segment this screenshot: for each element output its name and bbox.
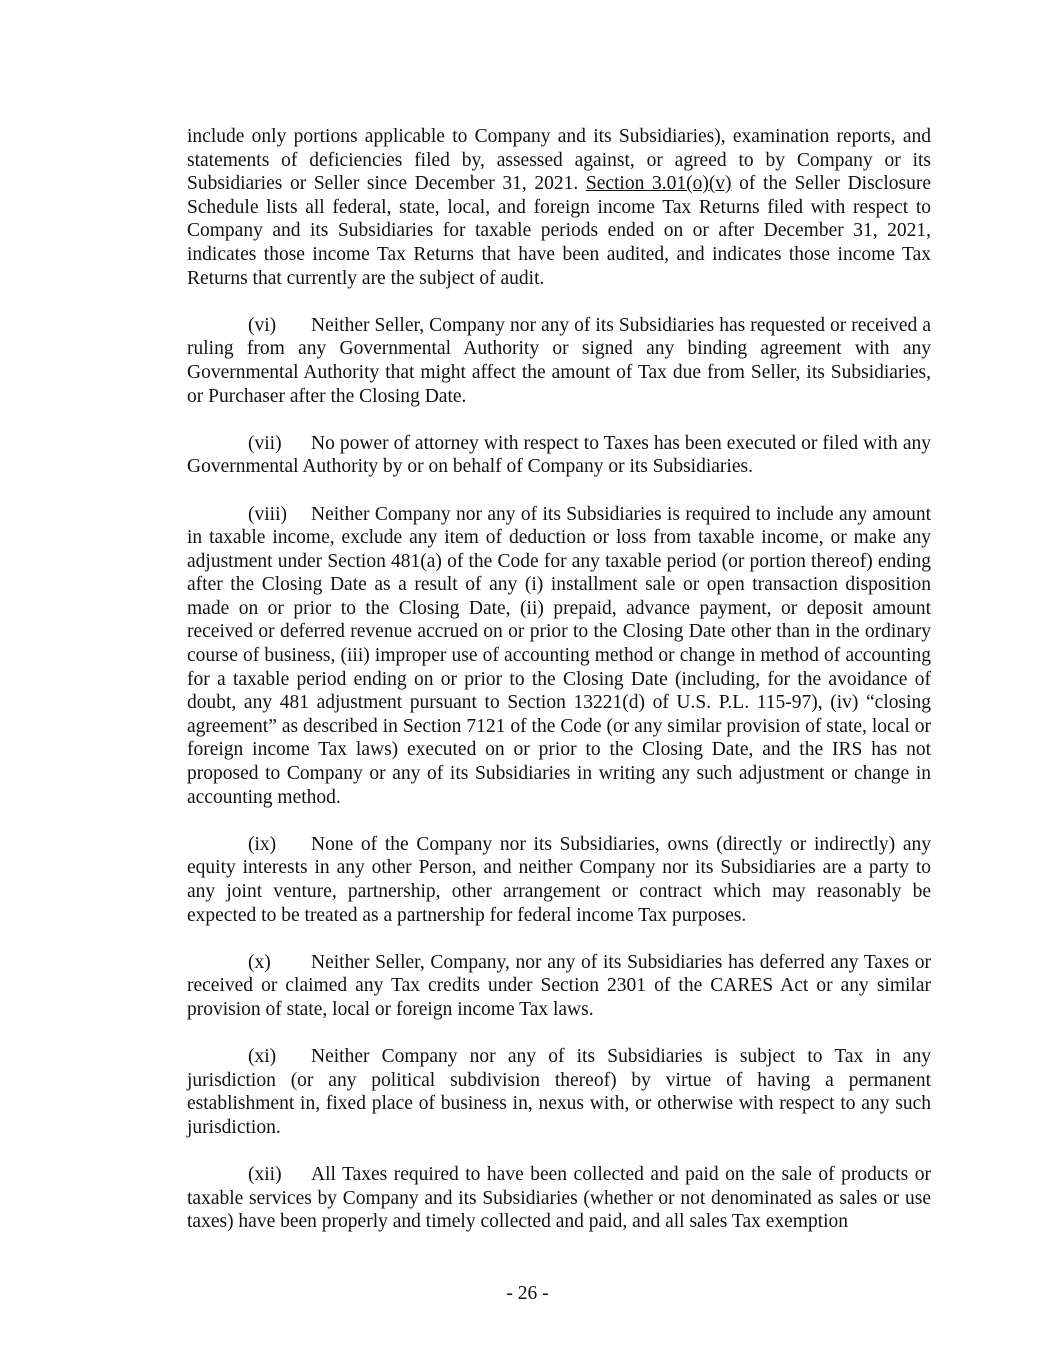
paragraph-vi	[187, 314, 931, 408]
page-number: - 26 -	[506, 1283, 549, 1304]
paragraph-number: (x)	[248, 951, 271, 973]
document-body	[187, 125, 931, 1258]
paragraph-number: (xi)	[248, 1046, 277, 1068]
paragraph-text: Neither Company nor any of its Subsidiaries is subject to Tax in any jurisdiction (or any political subdivision thereof) by virtue of having a permanent establishment in, fixed place of business in, nexus with, or otherwise with respect to any such jurisdiction.	[187, 1046, 931, 1138]
continued-paragraph	[187, 125, 931, 290]
paragraph-text: No power of attorney with respect to Taxes has been executed or filed with any Governmental Authority by or on behalf of Company or its Subsidiaries.	[187, 432, 931, 478]
paragraph-text: Neither Seller, Company nor any of its Subsidiaries has requested or received a ruling from any Governmental Authority or signed any binding agreement with any Governmental Authority that might affect the amount of Tax due from Seller, its Subsidiaries, or Purchaser after the Closing Date.	[187, 314, 931, 407]
paragraph-number: (ix)	[248, 833, 277, 855]
paragraph-viii	[187, 503, 931, 810]
paragraph-vii	[187, 432, 931, 479]
paragraph-xi	[187, 1045, 931, 1139]
paragraph-text: Neither Seller, Company, nor any of its Subsidiaries has deferred any Taxes or received or claimed any Tax credits under Section 2301 of the CARES Act or any similar provision of state, local or foreign income Tax laws.	[187, 951, 931, 1020]
continued-paragraph-text-after: of the Seller Disclosure Schedule lists all federal, state, local, and foreign income Tax Returns filed with respect to Company and its Subsidiaries for taxable periods ended on or after December 31, 2021, indicates those income Tax Returns that have been audited, and indicates those income Tax Returns that currently are the subject of audit.	[187, 173, 931, 289]
continued-paragraph-text-before: include only portions applicable to Company and its Subsidiaries), examination reports, and statements of deficiencies filed by, assessed against, or agreed to by Company or its Subsidiaries or Seller since December 31, 2021.	[187, 126, 931, 195]
paragraph-text: All Taxes required to have been collected and paid on the sale of products or taxable services by Company and its Subsidiaries (whether or not denominated as sales or use taxes) have been properly and timely collected and paid, and all sales Tax exemption	[187, 1164, 931, 1233]
paragraph-text: None of the Company nor its Subsidiaries, owns (directly or indirectly) any equity interests in any other Person, and neither Company nor its Subsidiaries are a party to any joint venture, partnership, other arrangement or contract which may reasonably be expected to be treated as a partnership for federal income Tax purposes.	[187, 833, 931, 926]
section-reference: Section 3.01(o)(v)	[585, 173, 732, 195]
paragraph-number: (xii)	[248, 1164, 282, 1186]
paragraph-number: (vi)	[248, 314, 277, 336]
paragraph-x	[187, 951, 931, 1022]
paragraph-text: Neither Company nor any of its Subsidiaries is required to include any amount in taxable income, exclude any item of deduction or loss from taxable income, or make any adjustment under Section 481(a) of the Code for any taxable period (or portion thereof) ending after the Closing Date as a result of any (i) installment sale or open transaction disposition made on or prior to the Closing Date, (ii) prepaid, advance payment, or deposit amount received or deferred revenue accrued on or prior to the Closing Date other than in the ordinary course of business, (iii) improper use of accounting method or change in method of accounting for a taxable period ending on or prior to the Closing Date (including, for the avoidance of doubt, any 481 adjustment pursuant to Section 13221(d) of U.S. P.L. 115-97), (iv) “closing agreement” as described in Section 7121 of the Code (or any similar provision of state, local or foreign income Tax laws) executed on or prior to the Closing Date, and the IRS has not proposed to Company or any of its Subsidiaries in writing any such adjustment or change in accounting method.	[187, 503, 931, 808]
paragraph-number: (viii)	[248, 503, 287, 525]
paragraph-xii	[187, 1163, 931, 1234]
paragraph-ix	[187, 833, 931, 927]
paragraph-number: (vii)	[248, 432, 282, 454]
